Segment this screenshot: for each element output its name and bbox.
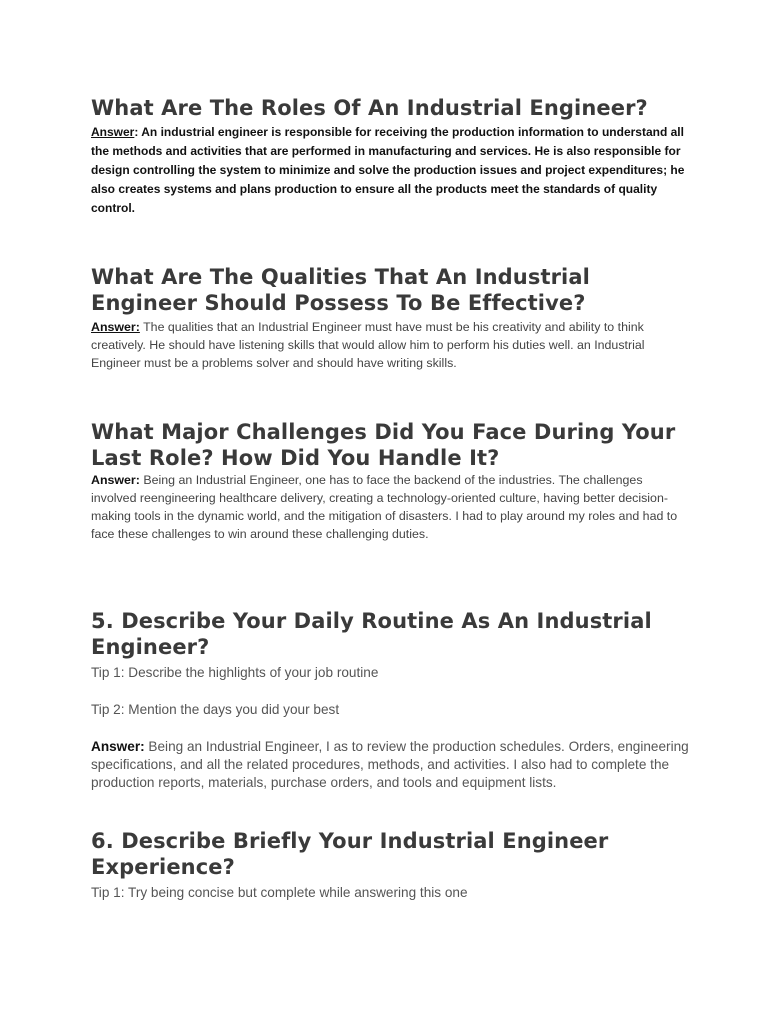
answer-paragraph xyxy=(91,318,691,372)
section-daily-routine xyxy=(91,608,691,792)
section-experience xyxy=(91,828,691,902)
answer-text: Being an Industrial Engineer, one has to face the backend of the industries. The challenges involved reengineering healthcare delivery, creating a technology-oriented culture, having better decision-making tools in the dynamic world, and the mitigation of disasters. I had to play around my roles and had to face these challenges to win around these challenging duties. xyxy=(91,473,678,541)
answer-paragraph xyxy=(91,471,691,543)
question-title: What Are The Roles Of An Industrial Engineer? xyxy=(91,96,648,120)
question-title: 6. Describe Briefly Your Industrial Engineer Experience? xyxy=(91,829,609,879)
section-challenges xyxy=(91,419,691,543)
section-roles xyxy=(91,95,691,218)
question-title: What Major Challenges Did You Face During Your Last Role? How Did You Handle It? xyxy=(91,420,676,470)
question-title: What Are The Qualities That An Industrial Engineer Should Possess To Be Effective? xyxy=(91,265,590,315)
answer-label: Answer xyxy=(91,125,135,139)
section-qualities xyxy=(91,264,691,372)
answer-text: Being an Industrial Engineer, I as to review the production schedules. Orders, engineering specifications, and all the related procedures, methods, and activities. I also had to complete the production reports, materials, purchase orders, and tools and equipment lists. xyxy=(91,739,689,790)
answer-text: The qualities that an Industrial Engineer must have must be his creativity and ability to think creatively. He should have listening skills that would allow him to perform his duties well. an Industrial Engineer must be a problems solver and should have writing skills. xyxy=(91,320,645,370)
answer-paragraph xyxy=(91,123,691,218)
answer-paragraph xyxy=(91,738,691,792)
question-title: 5. Describe Your Daily Routine As An Industrial Engineer? xyxy=(91,609,652,659)
answer-label: Answer: xyxy=(91,320,140,334)
tip-1: Tip 1: Try being concise but complete while answering this one xyxy=(91,885,468,900)
answer-label: Answer: xyxy=(91,739,145,754)
answer-label: Answer: xyxy=(91,473,140,487)
tip-1: Tip 1: Describe the highlights of your job routine xyxy=(91,665,379,680)
tip-2: Tip 2: Mention the days you did your best xyxy=(91,702,340,717)
answer-text: : An industrial engineer is responsible for receiving the production information to understand all the methods and activities that are performed in manufacturing and services. He is also responsible for design controlling the system to minimize and solve the production issues and project expenditures; he also creates systems and plans production to ensure all the products meet the standards of quality control. xyxy=(91,125,685,215)
